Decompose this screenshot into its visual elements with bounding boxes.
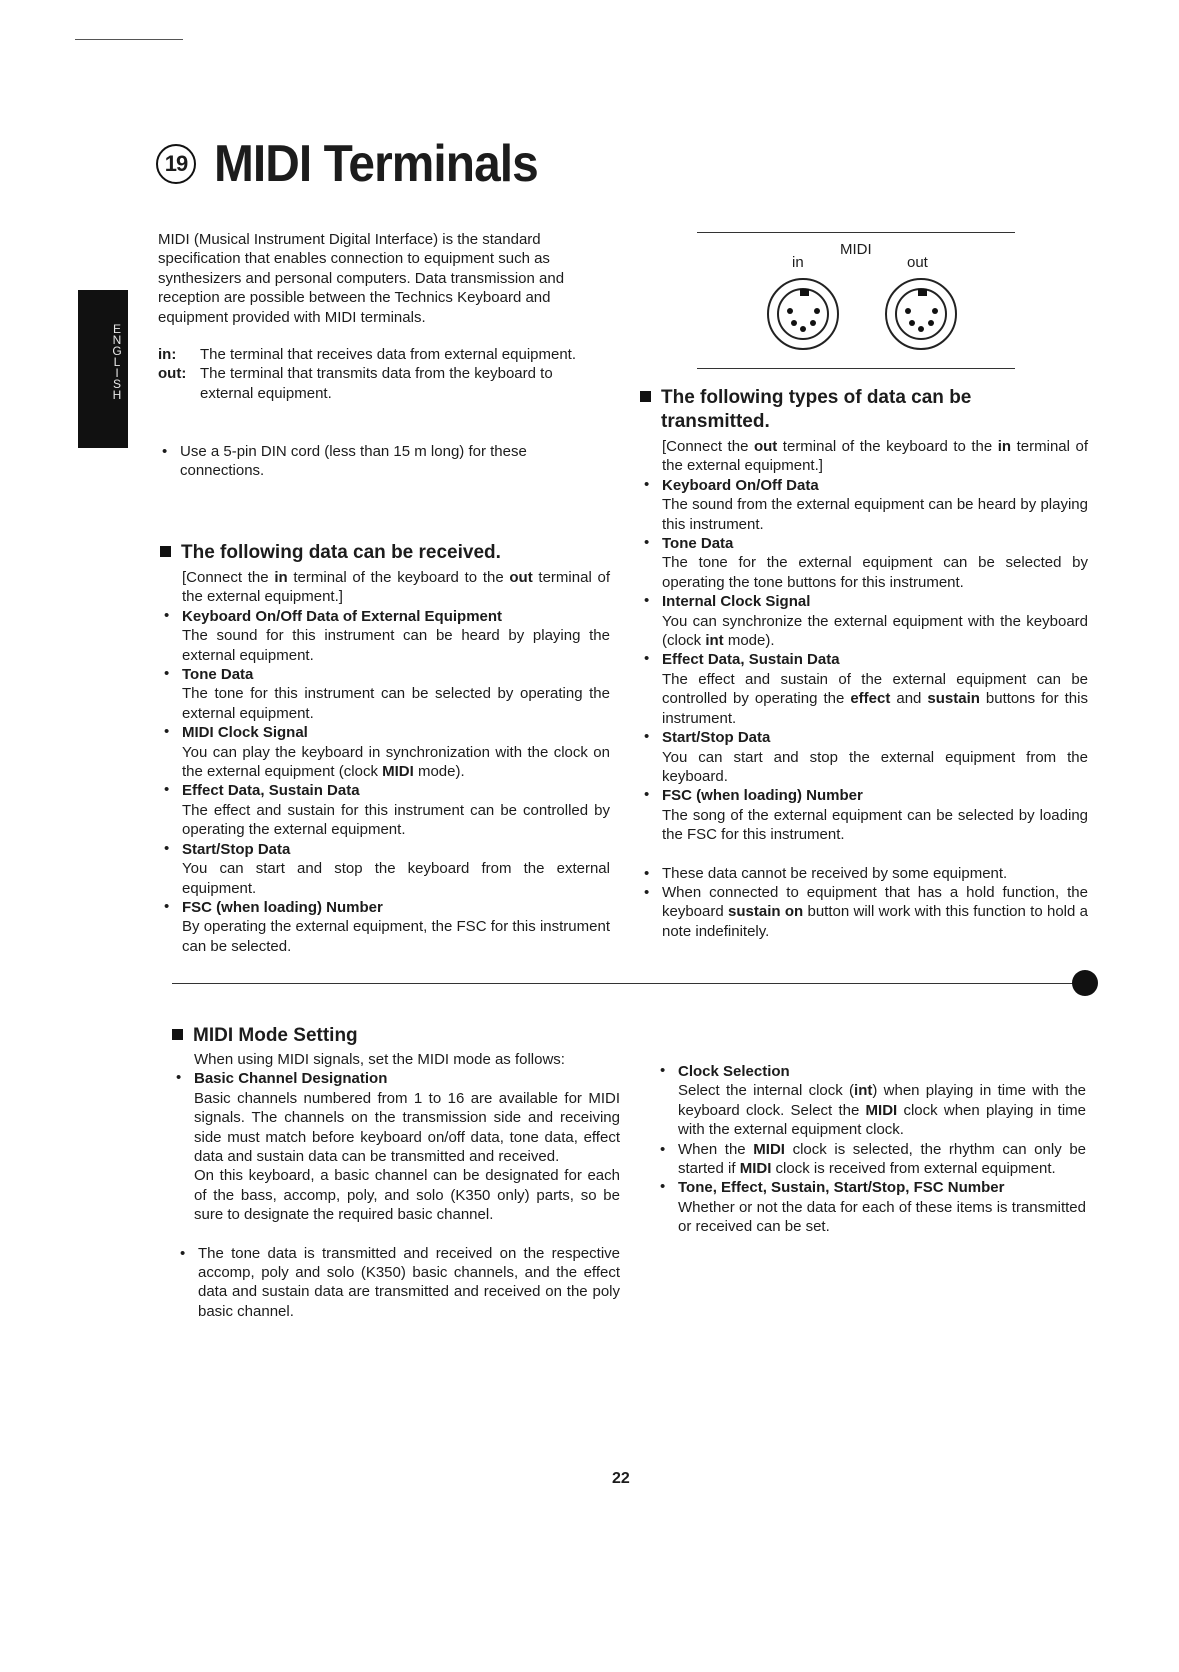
note-item: • These data cannot be received by some equipment.: [640, 864, 1088, 883]
transmitted-item: • Start/Stop Data You can start and stop the external equipment from the keyboard.: [640, 728, 1088, 786]
mode-right-column: [656, 1062, 1086, 1237]
section-number: 19: [156, 144, 196, 184]
transmitted-section: [640, 386, 1088, 941]
transmitted-notes: [640, 864, 1088, 942]
transmitted-item: • Tone Data The tone for the external equipment can be selected by operating the tone buttons for this instrument.: [640, 534, 1088, 592]
intro-paragraph: MIDI (Musical Instrument Digital Interface) is the standard specification that enables connection to equipment such as synthesizers and personal computers. Data transmission and reception are possible between the Technics Keyboard and equipment provided with MIDI terminals.: [158, 231, 565, 326]
def-in-text: The terminal that receives data from external equipment.: [200, 346, 577, 363]
def-out-term: out:: [158, 365, 187, 383]
section-divider: [172, 983, 1077, 984]
diagram-top-rule: [697, 232, 1015, 233]
def-out: [158, 364, 600, 403]
din-note: [158, 442, 602, 481]
basic-channel-item: • Basic Channel Designation Basic channels numbered from 1 to 16 are available for MIDI signals. The channels on the transmission side and receiving side must match before keyboard on/off data, tone data, effect data and sustain data can be transmitted and received. On this keyboard, a basic channel can be designated for each of the bass, accomp, poly, and solo (K350 only) parts, so be sure to designate the required basic channel.: [172, 1069, 620, 1224]
midi-out-jack-icon: [885, 278, 957, 350]
received-body: [160, 568, 610, 956]
terminal-definitions: [158, 345, 600, 403]
square-bullet-icon: [172, 1029, 183, 1040]
midi-in-jack-icon: [767, 278, 839, 350]
mode-intro: When using MIDI signals, set the MIDI mode as follows:: [194, 1051, 565, 1068]
page-title: [156, 134, 566, 194]
received-item: • Effect Data, Sustain Data The effect and sustain for this instrument can be controlled by operating the external equipment.: [160, 781, 610, 839]
transmitted-item: • FSC (when loading) Number The song of the external equipment can be selected by loading the FSC for this instrument.: [640, 786, 1088, 844]
square-bullet-icon: [640, 391, 651, 402]
square-bullet-icon: [160, 546, 171, 557]
def-out-text: The terminal that transmits data from the keyboard to external equipment.: [200, 365, 553, 402]
received-item: • MIDI Clock Signal You can play the keyboard in synchronization with the clock on the external equipment (clock MIDI mode).: [160, 723, 610, 781]
transmitted-body: [640, 437, 1088, 845]
def-in-term: in:: [158, 346, 177, 363]
mode-body: [172, 1050, 620, 1225]
title-text: MIDI Terminals: [214, 135, 538, 193]
mode-heading: MIDI Mode Setting: [172, 1024, 620, 1048]
language-tab-label: E N G L I S H: [112, 322, 122, 402]
received-item: • Start/Stop Data You can start and stop the keyboard from the external equipment.: [160, 840, 610, 898]
language-tab: [78, 290, 128, 448]
mode-tone-note: • The tone data is transmitted and received on the respective accomp, poly and solo (K350) basic channels, and the effect data and sustain data are transmitted and received on the poly basic channel.: [172, 1244, 620, 1322]
diagram-in-label: in: [792, 254, 804, 271]
transmitted-heading: The following types of data can be transmitted.: [640, 386, 1088, 434]
tone-effect-item: • Tone, Effect, Sustain, Start/Stop, FSC Number Whether or not the data for each of these items is transmitted or received can be set.: [656, 1178, 1086, 1236]
clock-selection-item: • Clock Selection Select the internal clock (int) when playing in time with the keyboard clock. Select the MIDI clock when playing in time with the external equipment clock.: [656, 1062, 1086, 1140]
def-in: [158, 345, 600, 364]
transmitted-item: • Effect Data, Sustain Data The effect and sustain of the external equipment can be controlled by operating the effect and sustain buttons for this instrument.: [640, 650, 1088, 728]
received-item: • Keyboard On/Off Data of External Equipment The sound for this instrument can be heard by playing the external equipment.: [160, 607, 610, 665]
divider-end-dot-icon: [1072, 970, 1098, 996]
diagram-bottom-rule: [697, 368, 1015, 369]
diagram-out-label: out: [907, 254, 928, 271]
transmitted-item: • Internal Clock Signal You can synchronize the external equipment with the keyboard (clock int mode).: [640, 592, 1088, 650]
din-note-text: • Use a 5-pin DIN cord (less than 15 m long) for these connections.: [158, 442, 602, 481]
transmitted-item: • Keyboard On/Off Data The sound from the external equipment can be heard by playing this instrument.: [640, 476, 1088, 534]
midi-clock-note: • When the MIDI clock is selected, the rhythm can only be started if MIDI clock is received from external equipment.: [656, 1140, 1086, 1179]
diagram-midi-label: MIDI: [840, 241, 872, 258]
transmitted-connect: [Connect the out terminal of the keyboard to the in terminal of the external equipment.]: [662, 438, 1089, 475]
note-item: • When connected to equipment that has a hold function, the keyboard sustain on button will work with this function to hold a note indefinitely.: [640, 883, 1088, 941]
top-rule: [75, 39, 183, 40]
intro-block: [158, 230, 598, 327]
midi-terminal-diagram: [697, 232, 1015, 370]
received-connect: [Connect the in terminal of the keyboard to the out terminal of the external equipment.]: [182, 569, 610, 606]
received-heading: The following data can be received.: [160, 541, 610, 565]
received-item: • Tone Data The tone for this instrument can be selected by operating the external equipment.: [160, 665, 610, 723]
mode-section: [172, 1024, 620, 1321]
received-section: [160, 541, 610, 956]
page-number: 22: [612, 1470, 630, 1487]
received-item: • FSC (when loading) Number By operating the external equipment, the FSC for this instrument can be selected.: [160, 898, 610, 956]
